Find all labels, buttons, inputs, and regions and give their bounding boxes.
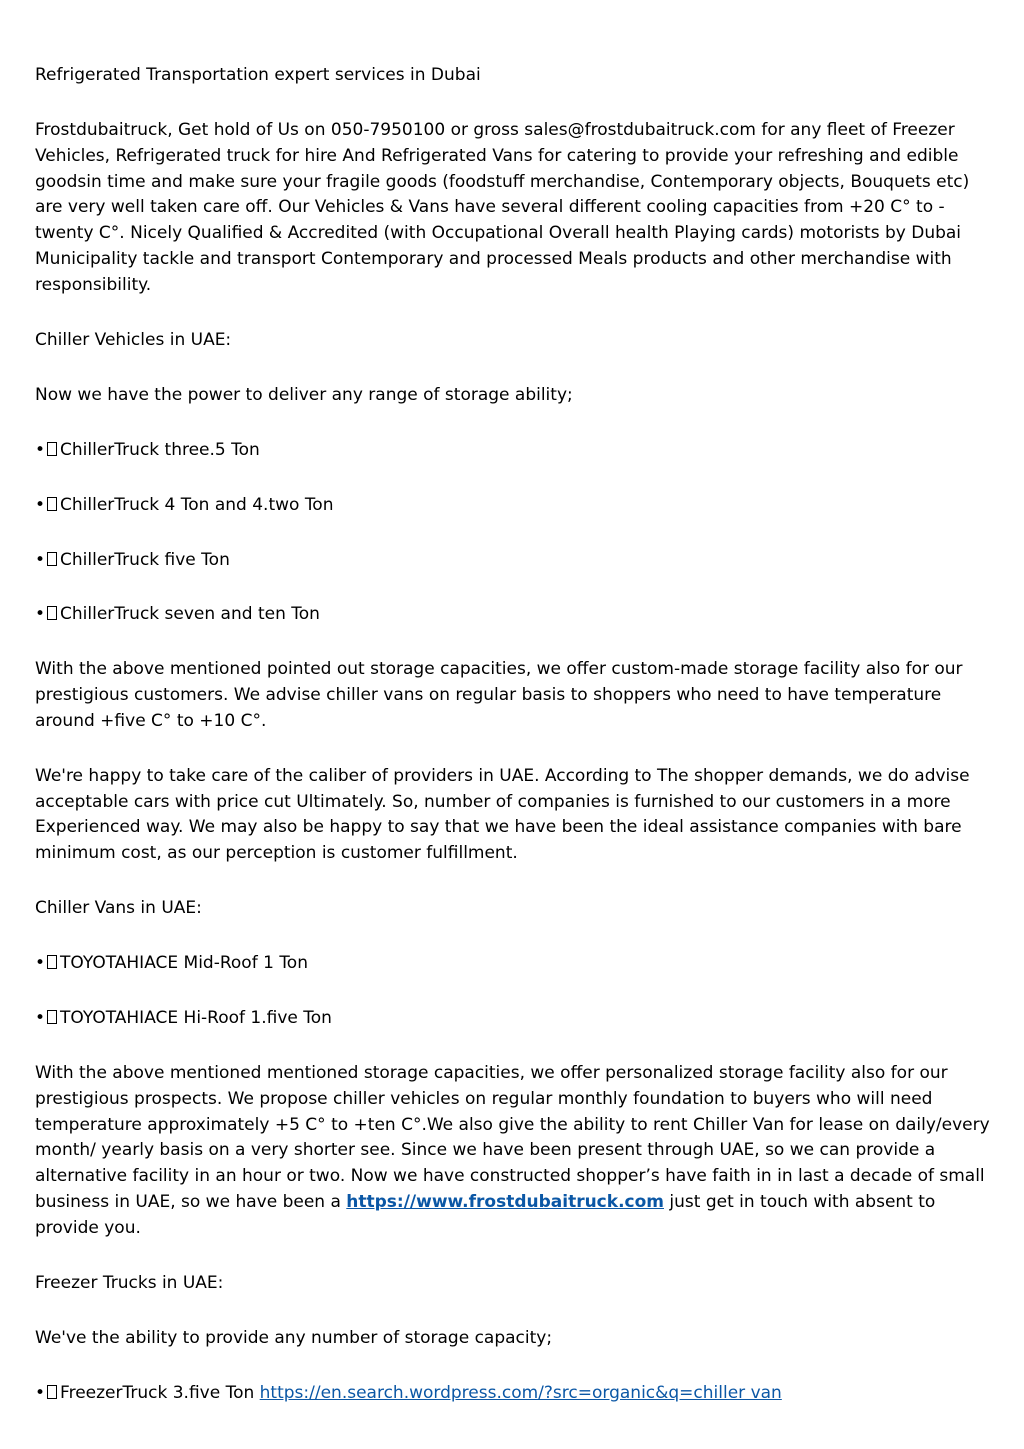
wordpress-search-link[interactable]: https://en.search.wordpress.com/?src=organic&q=chiller van [259,1382,782,1403]
list-item-text: ChillerTruck five Ton [60,549,230,570]
bullet-icon: • [35,953,46,974]
chiller-vehicles-lead: Now we have the power to deliver any range of storage ability; [35,384,573,405]
list-item-text: TOYOTAHIACE Mid-Roof 1 Ton [60,953,308,974]
list-item [35,493,990,519]
bullet-icon: • [35,494,46,515]
list-item [35,951,990,977]
list-item-text: FreezerTruck 3.five Ton [60,1382,255,1403]
missing-glyph-icon [47,497,57,511]
list-item-text: ChillerTruck three.5 Ton [60,439,260,460]
freezer-trucks-heading: Freezer Trucks in UAE: [35,1272,224,1293]
frostdubaitruck-link[interactable]: https://www.frostdubaitruck.com [346,1191,664,1212]
list-item [35,1006,990,1032]
chiller-vehicles-paragraph-2: We're happy to take care of the caliber of providers in UAE. According to The shopper demands, we do advise acceptable cars with price cut Ultimately. So, number of companies is furnished to our customers in a more Experienced way. We may also be happy to say that we have been the ideal assistance companies with bare minimum cost, as our perception is customer fulfillment. [35,765,970,864]
chiller-vans-paragraph-tail: just get in touch with absent to provide you. [35,1191,936,1238]
bullet-icon: • [35,1382,46,1403]
intro-paragraph: Frostdubaitruck, Get hold of Us on 050-7950100 or gross sales@frostdubaitruck.com for any fleet of Freezer Vehicles, Refrigerated truck for hire And Refrigerated Vans for catering to provide your refreshing and edible goodsin time and make sure your fragile goods (foodstuff merchandise, Contemporary objects, Bouquets etc) are very well taken care off. Our Vehicles & Vans have several different cooling capacities from +20 C° to - twenty C°. Nicely Qualified & Accredited (with Occupational Overall health Playing cards) motorists by Dubai Municipality tackle and transport Contemporary and processed Meals products and other merchandise with responsibility. [35,119,970,295]
chiller-vehicles-paragraph-1: With the above mentioned pointed out storage capacities, we offer custom-made storage facility also for our prestigious customers. We advise chiller vans on regular basis to shoppers who need to have temperature around +five C° to +10 C°. [35,659,963,732]
bullet-icon: • [35,604,46,625]
list-item-text: ChillerTruck seven and ten Ton [60,604,320,625]
list-item [35,1381,990,1407]
bullet-icon: • [35,549,46,570]
missing-glyph-icon [47,1010,57,1024]
list-item [35,438,990,464]
bullet-icon: • [35,1008,46,1029]
missing-glyph-icon [47,1385,57,1399]
missing-glyph-icon [47,955,57,969]
list-item-text: TOYOTAHIACE Hi-Roof 1.five Ton [60,1008,332,1029]
chiller-vans-paragraph [35,1061,990,1242]
list-item-text: ChillerTruck 4 Ton and 4.two Ton [60,494,334,515]
chiller-vans-heading: Chiller Vans in UAE: [35,898,202,919]
list-item [35,602,990,628]
list-item [35,548,990,574]
missing-glyph-icon [47,552,57,566]
chiller-vans-paragraph-text: With the above mentioned mentioned storage capacities, we offer personalized storage facility also for our prestigious prospects. We propose chiller vehicles on regular monthly foundation to buyers who will need temperature approximately +5 C° to +ten C°.We also give the ability to rent Chiller Van for lease on daily/every month/ yearly basis on a very shorter see. Since we have been present through UAE, so we can provide a alternative facility in an hour or two. Now we have constructed shopper’s have faith in in last a decade of small business in UAE, so we have been a [35,1063,990,1212]
missing-glyph-icon [47,606,57,620]
document-body [35,63,990,1436]
missing-glyph-icon [47,442,57,456]
freezer-trucks-lead: We've the ability to provide any number of storage capacity; [35,1327,553,1348]
bullet-icon: • [35,439,46,460]
chiller-vehicles-heading: Chiller Vehicles in UAE: [35,329,232,350]
document-title: Refrigerated Transportation expert services in Dubai [35,65,481,85]
